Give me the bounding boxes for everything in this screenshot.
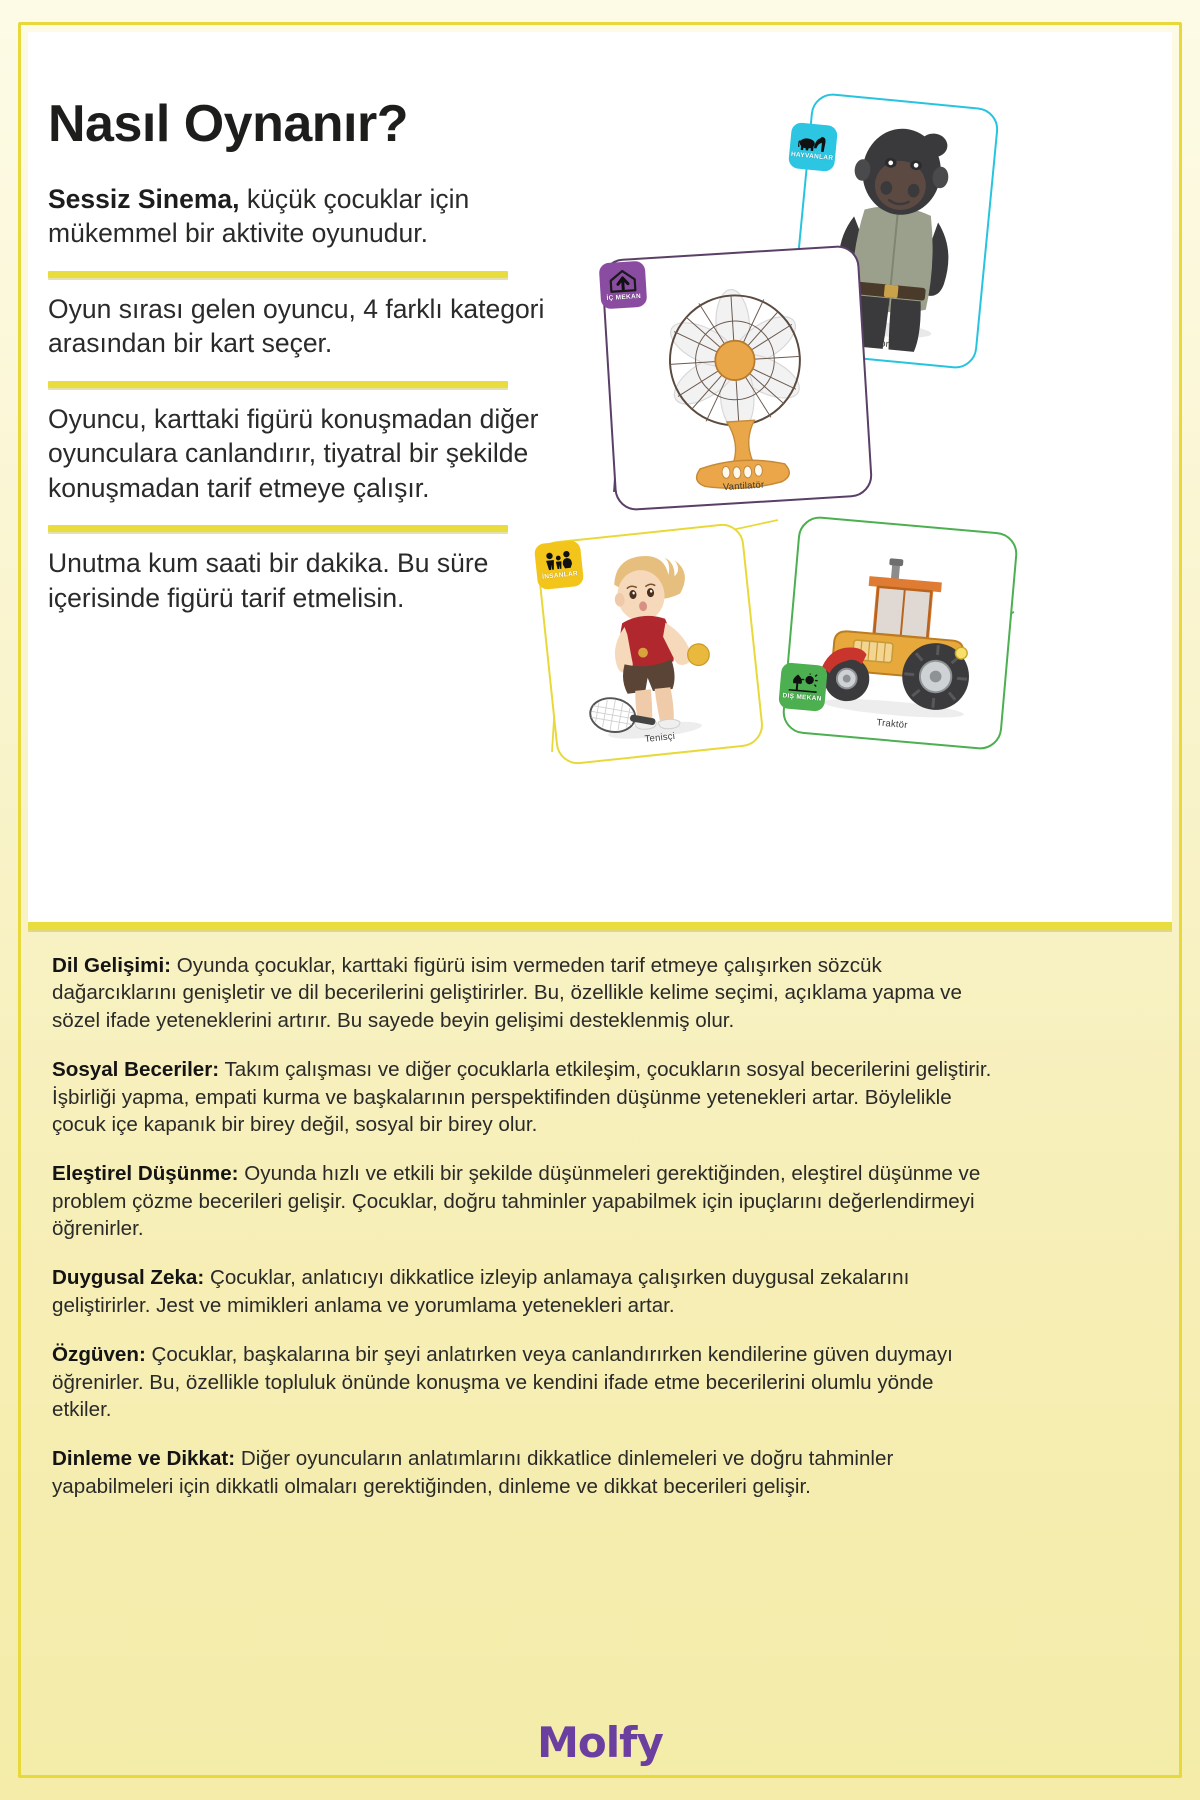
benefit-item — [52, 1445, 992, 1500]
people-icon — [543, 550, 575, 573]
benefit-term: Eleştirel Düşünme: — [52, 1162, 239, 1186]
howto-step-text: Oyuncu, karttaki figürü konuşmadan diğer oyunculara canlandırır, tiyatral bir şekilde konuşmadan tarif etmeye çalışır. — [48, 403, 539, 503]
howto-step — [48, 392, 548, 519]
howto-step-lead: Sessiz Sinema, — [48, 184, 240, 214]
benefit-term: Dinleme ve Dikkat: — [52, 1447, 236, 1471]
benefit-item — [52, 1264, 992, 1319]
badge-indoor[interactable] — [599, 261, 648, 310]
card-label: Traktör — [876, 717, 909, 731]
benefit-item — [52, 952, 992, 1034]
howto-divider — [48, 271, 508, 278]
howto-step-text: Oyun sırası gelen oyuncu, 4 farklı kategori arasından bir kart seçer. — [48, 293, 545, 359]
badge-people[interactable] — [534, 540, 585, 591]
benefits-list — [52, 952, 992, 1522]
card-label: Goril — [872, 337, 895, 351]
benefit-item — [52, 1160, 992, 1242]
badge-animals[interactable] — [788, 122, 838, 172]
howto-divider — [48, 525, 508, 532]
benefit-text: Oyunda çocuklar, karttaki figürü isim vermeden tarif etmeye çalışırken sözcük dağarcıklarını genişletir ve dil becerilerini geliştirirler. Bu, özellikle kelime seçimi, açıklama yapma ve sözel ifade yeteneklerini artırır. Bu sayede beyin gelişimi desteklenmiş olur. — [52, 954, 962, 1032]
benefit-item — [52, 1341, 992, 1423]
howto-step — [48, 172, 548, 265]
page-title: Nasıl Oynanır? — [48, 95, 408, 153]
howto-step — [48, 536, 548, 629]
card-label: Vantilatör — [722, 479, 765, 494]
benefit-text: Oyunda hızlı ve etkili bir şekilde düşünmeleri gerektiğinden, eleştirel düşünme ve problem çözme becerileri gelişir. Çocuklar, doğru tahminler yapabilmek için ipuçlarını değerlendirmeyi öğrenirler. — [52, 1162, 981, 1240]
benefit-text: Çocuklar, başkalarına bir şeyi anlatırken veya canlandırırken kendilerine güven duymayı öğrenirler. Bu, özellikle topluluk önünde konuşma ve kendini ifade etme becerilerini olumlu yönde etkiler. — [52, 1343, 953, 1421]
benefit-term: Özgüven: — [52, 1343, 146, 1367]
benefit-text: Diğer oyuncuların anlatımlarını dikkatlice dinlemeleri ve doğru tahminler yapabilmeleri için dikkatli olmaları gerektiğinden, dinleme ve dikkat becerileri gelişir. — [52, 1447, 894, 1498]
badge-label: İÇ MEKAN — [606, 292, 642, 303]
benefit-item — [52, 1056, 992, 1138]
house-icon — [608, 268, 637, 294]
brand-logo: Molfy — [537, 1718, 663, 1767]
howto-divider — [48, 381, 508, 388]
outdoor-tree-sun-icon — [788, 672, 820, 695]
benefit-term: Sosyal Beceriler: — [52, 1058, 220, 1082]
howto-step — [48, 282, 548, 375]
brand-logo-area — [0, 1718, 1200, 1767]
badge-label: HAYVANLAR — [790, 150, 834, 162]
section-divider — [28, 922, 1172, 930]
badge-label: DIŞ MEKAN — [782, 692, 822, 703]
benefit-text: Çocuklar, anlatıcıyı dikkatlice izleyip anlamaya çalışırken duygusal zekalarını geliştirirler. Jest ve mimikleri anlama ve yorumlama yetenekleri artar. — [52, 1266, 910, 1317]
benefit-term: Dil Gelişimi: — [52, 954, 172, 977]
card-label: Tenisçi — [644, 730, 676, 746]
howto-step-text: Unutma kum saati bir dakika. Bu süre içerisinde figürü tarif etmelisin. — [48, 548, 489, 613]
benefit-term: Duygusal Zeka: — [52, 1266, 205, 1290]
game-cards-collage — [528, 92, 1178, 792]
howto-step-text: küçük çocuklar için mükemmel bir aktivite oyunudur. — [48, 184, 470, 249]
animals-icon — [798, 133, 830, 154]
badge-outdoor[interactable] — [778, 662, 828, 712]
card-outdoor[interactable] — [781, 515, 1019, 751]
benefit-text: Takım çalışması ve diğer çocuklarla etkileşim, çocukların sosyal becerilerini geliştirir. İşbirliği yapma, empati kurma ve başkalarının perspektifinden düşünme yetenekleri artar. Böylelikle çocuk içe kapanık bir birey değil, sosyal bir birey olur. — [52, 1058, 992, 1136]
howto-panel — [28, 32, 1172, 922]
howto-steps-list — [48, 172, 548, 629]
badge-label: İNSANLAR — [541, 570, 579, 581]
